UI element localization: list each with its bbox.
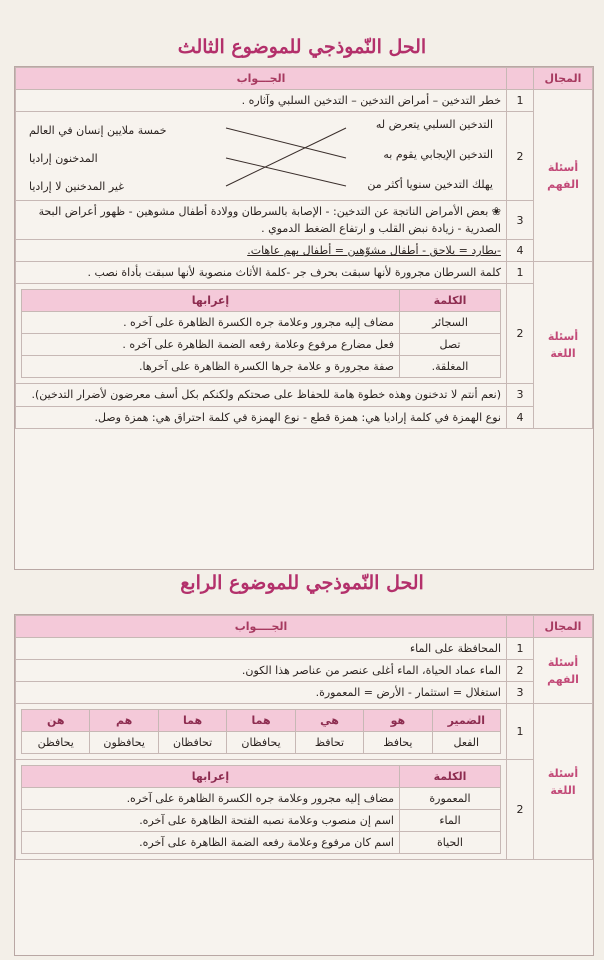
parsing-text: اسم كان مرفوع وعلامة رفعه الضمة الظاهرة على آخره. — [22, 832, 400, 854]
match-left-item: التدخين الإيجابي يقوم به — [383, 148, 493, 162]
answer-q2: الماء عماد الحياة، الماء أغلى عنصر من عناصر هذا الكون. — [16, 660, 507, 682]
conj-value: يحافظون — [90, 732, 158, 754]
conj-row-label: الفعل — [432, 732, 500, 754]
conj-value: يحافظن — [22, 732, 90, 754]
parsing-text: اسم إن منصوب وعلامة نصبه الفتحة الظاهرة على آخره. — [22, 810, 400, 832]
parsing-text: فعل مضارع مرفوع وعلامة رفعه الضمة الظاهرة على آخره . — [22, 334, 400, 356]
conjugation-table: الضمير هو هي هما هما هم هن الفعل يحافظ تحافظ يحافظان تحافظان يحافظون يحافظن — [21, 709, 501, 754]
section-comprehension: أسئلة الفهم — [534, 90, 593, 262]
answer-lang2 — [16, 284, 507, 384]
parsing-text: مضاف إليه مجرور وعلامة جره الكسرة الظاهرة على آخره. — [22, 788, 400, 810]
parsing-word: الماء — [400, 810, 501, 832]
header-answer: الجـــواب — [16, 68, 507, 90]
topic4-title: الحل النّموذجي للموضوع الرابع — [180, 572, 424, 594]
parsing-word: السجائر — [400, 312, 501, 334]
parsing-word: المعمورة — [400, 788, 501, 810]
conj-value: يحافظ — [364, 732, 432, 754]
answer-lang4: نوع الهمزة في كلمة إراديا هي: همزة قطع - نوع الهمزة في كلمة احتراق هي: همزة وصل. — [16, 406, 507, 428]
parsing-text: صفة مجرورة و علامة جرها الكسرة الظاهرة على آخرها. — [22, 356, 400, 378]
header-field: المجال — [534, 68, 593, 90]
answer-q3: ❀ بعض الأمراض الناتجة عن التدخين: - الإصابة بالسرطان وولادة أطفال مشوهين - ظهور أعراض البحة الصدرية - زيادة نبض القلب و ارتفاع الضغط الدموي . — [16, 201, 507, 240]
answer-q4: -يطارد = يلاحق - أطفال مشوّهين = أطفال بهم عاهات. — [16, 240, 507, 262]
parsing-word: تصل — [400, 334, 501, 356]
match-left-item: يهلك التدخين سنويا أكثر من — [367, 178, 493, 192]
parsing-word: الحياة — [400, 832, 501, 854]
conj-value: تحافظ — [295, 732, 363, 754]
answer-lang3: (نعم أنتم لا تدخنون وهذه خطوة هامة للحفاظ على صحتكم ولكنكم بكل أسف معرضون لأضرار التدخين). — [16, 384, 507, 406]
conj-value: تحافظان — [158, 732, 226, 754]
parsing-table: الكلمة إعرابها السجائر مضاف إليه مجرور وعلامة جره الكسرة الظاهرة على آخره . تصل فعل مضارع مرفوع وعلامة رفعه الضمة الظاهرة على آخره . المغلقة. صفة مجرورة و علامة جرها الكسرة الظاهرة على آخرها. — [21, 289, 501, 378]
parsing-text: مضاف إليه مجرور وعلامة جره الكسرة الظاهرة على آخره . — [22, 312, 400, 334]
match-right-item: غير المدخنين لا إراديا — [29, 180, 124, 194]
answer-conjugation — [16, 704, 507, 760]
topic4-table: المجال الجــــواب أسئلة الفهم 1 المحافظة على الماء 2 الماء عماد الحياة، الماء أغلى عنصر من عناصر هذا الكون. 3 استغلال = استثمار - الأرض = المعمورة. أسئلة اللغة 1 الضمير هو هي هما هما هم هن الفعل يحافظ تحافظ يحافظان تحافظان يحافظون يحافظن 2 الكلمة إعرابها المعمورة مضاف إليه مجرور وعلامة جره الكسرة الظاهرة على آخره. الماء اسم إن منصوب وعلامة نصبه الفتحة الظاهرة على آخره. الحياة اسم كان مرفوع وعلامة رفعه الضمة الظاهرة على آخره. — [14, 614, 594, 956]
answer-q1: المحافظة على الماء — [16, 638, 507, 660]
match-right-item: خمسة ملايين إنسان في العالم — [29, 124, 167, 138]
answer-q3: استغلال = استثمار - الأرض = المعمورة. — [16, 682, 507, 704]
answer-q2-matching — [16, 112, 507, 201]
match-left-item: التدخين السلبي يتعرض له — [375, 118, 493, 132]
section-language: أسئلة اللغة — [534, 262, 593, 428]
answer-q1: خطر التدخين – أمراض التدخين – التدخين السلبي وآثاره . — [16, 90, 507, 112]
answer-lang2 — [16, 760, 507, 860]
parsing-word: المغلقة. — [400, 356, 501, 378]
conj-value: يحافظان — [227, 732, 295, 754]
topic3-table: المجال الجـــواب أسئلة الفهم 1 خطر التدخين – أمراض التدخين – التدخين السلبي وآثاره . 2 التدخين السلبي يتعرض له التدخين الإيجابي يقوم به يهلك التدخين سنويا أكثر من خمسة ملايين إنسان في العالم المدخنون إراديا غير المدخنين لا إراديا 3 ❀ بعض الأمراض الناتجة عن التدخين: - الإصابة بالسرطان وولادة أطفال مشوهين - ظهور أعراض البحة الصدرية - زيادة نبض القلب و ارتفاع الضغط الدموي . 4 -يطارد = يلاحق - أطفال مشوّهين = أطفال بهم عاهات. أسئلة اللغة 1 كلمة السرطان مجرورة لأنها سبقت بحرف جر -كلمة الأثاث منصوبة لأنها سبقت بأداة نصب . 2 الكلمة إعرابها السجائر مضاف إليه مجرور وعلامة جره الكسرة الظاهرة على آخره . تصل فعل مضارع مرفوع وعلامة رفعه الضمة الظاهرة على آخره . المغلقة. صفة مجرورة و علامة جرها الكسرة الظاهرة على آخرها. 3 (نعم أنتم لا تدخنون وهذه خطوة هامة للحفاظ على صحتكم ولكنكم بكل أسف معرضون لأضرار التدخين). 4 نوع الهمزة في كلمة إراديا هي: همزة قطع - نوع الهمزة في كلمة احتراق هي: همزة وصل. — [14, 66, 594, 570]
section-comprehension: أسئلة الفهم — [534, 638, 593, 704]
header-field: المجال — [534, 616, 593, 638]
match-right-item: المدخنون إراديا — [29, 152, 98, 166]
topic3-title: الحل النّموذجي للموضوع الثالث — [177, 36, 427, 58]
parsing-table: الكلمة إعرابها المعمورة مضاف إليه مجرور وعلامة جره الكسرة الظاهرة على آخره. الماء اسم إن منصوب وعلامة نصبه الفتحة الظاهرة على آخره. الحياة اسم كان مرفوع وعلامة رفعه الضمة الظاهرة على آخره. — [21, 765, 501, 854]
header-answer: الجــــواب — [16, 616, 507, 638]
answer-lang1: كلمة السرطان مجرورة لأنها سبقت بحرف جر -كلمة الأثاث منصوبة لأنها سبقت بأداة نصب . — [16, 262, 507, 284]
section-language: أسئلة اللغة — [534, 704, 593, 860]
